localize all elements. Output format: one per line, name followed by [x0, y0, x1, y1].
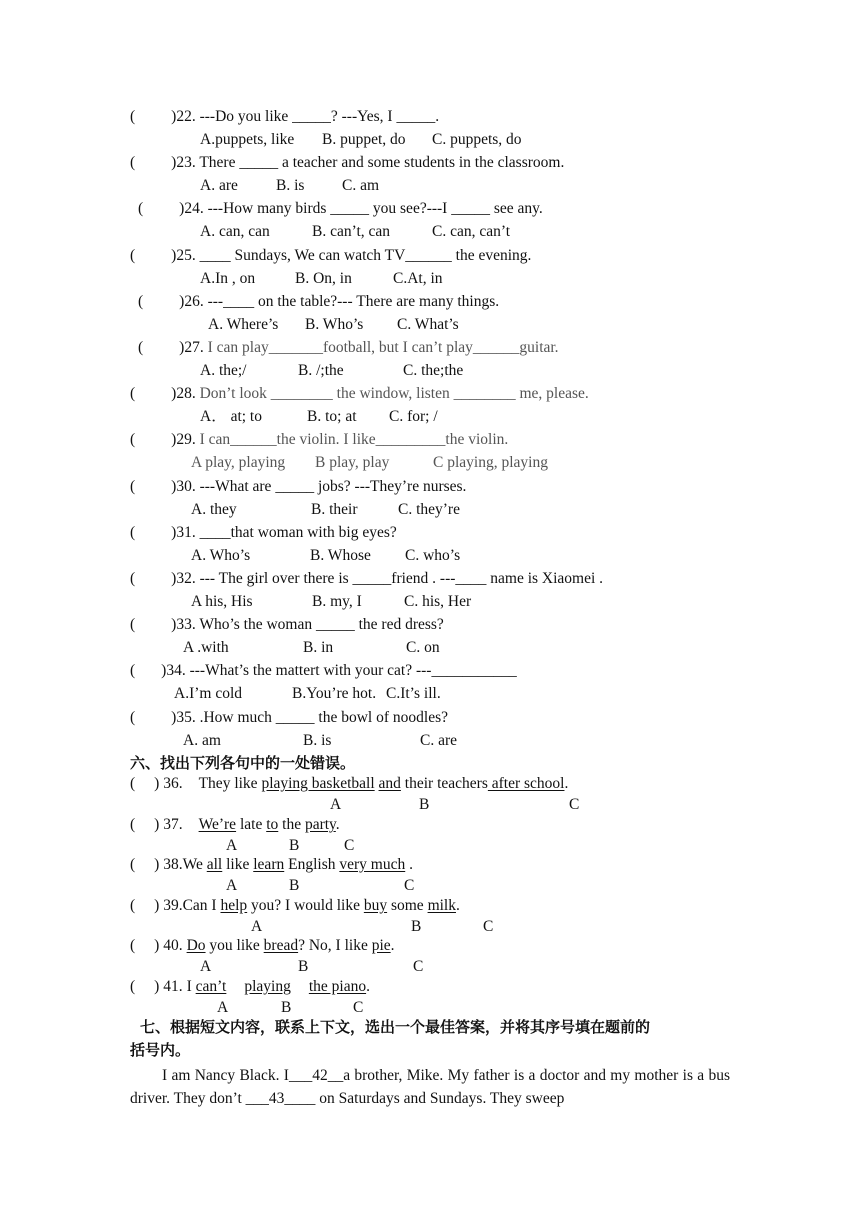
- question-36: ( ) 36. They like playing basketball and their teachers after school.: [130, 775, 569, 792]
- reading-passage: I am Nancy Black. I___42__a brother, Mike. My father is a doctor and my mother is a bus driver. They don’t ___43____ on Saturdays and Sundays. They sweep: [130, 1067, 730, 1107]
- option-a: A. can, can: [200, 223, 270, 240]
- question-number: )31.: [171, 524, 196, 541]
- question-40: ( ) 40. Do you like bread? No, I like pie.: [130, 937, 395, 954]
- option-b: B play, play: [315, 454, 390, 471]
- option-c: C. his, Her: [404, 593, 472, 610]
- question-stem: ---____ on the table?--- There are many things.: [203, 293, 500, 310]
- question-35: [130, 708, 448, 728]
- question-stem: ---What’s the mattert with your cat? ---___________: [185, 662, 517, 679]
- answer-bracket[interactable]: (: [138, 200, 144, 217]
- question-38: ( ) 38.We all like learn English very much .: [130, 856, 413, 873]
- question-stem: ---What are _____ jobs? ---They’re nurses.: [195, 478, 467, 495]
- question-37: ( ) 37. We’re late to the party.: [130, 816, 340, 833]
- option-c: C. What’s: [397, 316, 459, 333]
- answer-bracket[interactable]: (: [130, 978, 136, 995]
- option-b: B. is: [303, 732, 332, 749]
- option-c: C. am: [342, 177, 380, 194]
- answer-bracket[interactable]: (: [130, 775, 136, 792]
- question-stem: ____ Sundays, We can watch TV______ the evening.: [195, 247, 532, 264]
- question-stem: --- The girl over there is _____friend . ---____ name is Xiaomei .: [195, 570, 604, 587]
- question-28: [130, 384, 589, 404]
- option-c: C. for; /: [389, 408, 438, 425]
- question-number: )35.: [171, 709, 196, 726]
- question-26: [138, 292, 499, 312]
- question-number: )30.: [171, 478, 196, 495]
- question-25: [130, 246, 531, 266]
- question-number: ) 36.: [154, 775, 183, 792]
- question-stem: ____that woman with big eyes?: [195, 524, 397, 541]
- option-c: C. the;the: [403, 362, 464, 379]
- option-b: B. can’t, can: [312, 223, 391, 240]
- question-stem: Who’s the woman _____ the red dress?: [195, 616, 444, 633]
- answer-bracket[interactable]: (: [130, 816, 136, 833]
- option-c: C. can, can’t: [432, 223, 511, 240]
- option-a: A play, playing: [191, 454, 286, 471]
- option-c: C playing, playing: [433, 454, 548, 471]
- answer-bracket[interactable]: (: [130, 570, 136, 587]
- answer-bracket[interactable]: (: [130, 247, 136, 264]
- question-23: [130, 153, 564, 173]
- question-number: ) 37.: [154, 816, 183, 833]
- option-c: C.It’s ill.: [386, 685, 441, 702]
- question-stem: There _____ a teacher and some students in the classroom.: [195, 154, 565, 171]
- option-a: A. they: [191, 501, 237, 518]
- question-29: [130, 430, 508, 450]
- question-39: ( ) 39.Can I help you? I would like buy some milk.: [130, 897, 460, 914]
- question-number: )32.: [171, 570, 196, 587]
- section6-title: 六、找出下列各句中的一处错误。: [130, 754, 356, 772]
- question-number: )34.: [161, 662, 186, 679]
- option-b: B. their: [311, 501, 358, 518]
- question-number: )29.: [171, 431, 196, 448]
- option-c: C. on: [406, 639, 440, 656]
- option-b: B. /;the: [298, 362, 344, 379]
- option-c: C. puppets, do: [432, 131, 522, 148]
- question-number: )26.: [179, 293, 204, 310]
- option-c: C. are: [420, 732, 458, 749]
- answer-bracket[interactable]: (: [130, 108, 136, 125]
- answer-bracket[interactable]: (: [130, 897, 136, 914]
- question-stem: Don’t look ________ the window, listen ________ me, please.: [195, 385, 589, 402]
- option-a: A. the;/: [200, 362, 247, 379]
- option-a: A. Where’s: [208, 316, 279, 333]
- option-c: C. who’s: [405, 547, 461, 564]
- option-b: B. in: [303, 639, 334, 656]
- question-24: [138, 199, 543, 219]
- option-a: A. are: [200, 177, 238, 194]
- question-stem: ---How many birds _____ you see?---I _____ see any.: [203, 200, 543, 217]
- option-c: C. they’re: [398, 501, 460, 518]
- question-33: [130, 615, 444, 635]
- question-34: [130, 661, 517, 681]
- answer-bracket[interactable]: (: [130, 662, 136, 679]
- option-a: A. Who’s: [191, 547, 251, 564]
- question-number: )33.: [171, 616, 196, 633]
- option-b: B. Who’s: [305, 316, 364, 333]
- option-c: C.At, in: [393, 270, 443, 287]
- option-b: B. my, I: [312, 593, 362, 610]
- question-31: [130, 523, 397, 543]
- answer-bracket[interactable]: (: [130, 524, 136, 541]
- question-number: )23.: [171, 154, 196, 171]
- option-b: B.You’re hot.: [292, 685, 377, 702]
- option-a: A .with: [183, 639, 229, 656]
- question-number: )27.: [179, 339, 204, 356]
- question-number: )28.: [171, 385, 196, 402]
- option-b: B. is: [276, 177, 305, 194]
- question-41: ( ) 41. I can’t playing the piano.: [130, 978, 370, 995]
- answer-bracket[interactable]: (: [138, 339, 144, 356]
- option-b: B. On, in: [295, 270, 352, 287]
- answer-bracket[interactable]: (: [130, 709, 136, 726]
- question-stem: I can______the violin. I like_________the violin.: [195, 431, 509, 448]
- question-stem: .How much _____ the bowl of noodles?: [195, 709, 448, 726]
- question-number: )22.: [171, 108, 196, 125]
- option-a: A his, His: [191, 593, 253, 610]
- answer-bracket[interactable]: (: [130, 154, 136, 171]
- answer-bracket[interactable]: (: [130, 856, 136, 873]
- option-b: B. puppet, do: [322, 131, 406, 148]
- question-number: )24.: [179, 200, 204, 217]
- question-number: )25.: [171, 247, 196, 264]
- option-b: B. to; at: [307, 408, 357, 425]
- question-22: [130, 107, 439, 127]
- option-a: A.In , on: [200, 270, 256, 287]
- question-number: ) 40.: [154, 937, 183, 954]
- option-a: A.puppets, like: [200, 131, 295, 148]
- section7-title-line1: 七、根据短文内容，联系上下文，选出一个最佳答案，并将其序号填在题前的: [140, 1018, 651, 1036]
- question-30: [130, 477, 466, 497]
- question-32: [130, 569, 603, 589]
- question-number: ) 39.: [154, 897, 183, 914]
- answer-bracket[interactable]: (: [138, 293, 144, 310]
- answer-bracket[interactable]: (: [130, 937, 136, 954]
- option-a: A． at; to: [200, 408, 262, 425]
- question-number: ) 38.: [154, 856, 183, 873]
- answer-bracket[interactable]: (: [130, 431, 136, 448]
- question-stem: ---Do you like _____? ---Yes, I _____.: [195, 108, 440, 125]
- question-27: [138, 338, 559, 358]
- answer-bracket[interactable]: (: [130, 616, 136, 633]
- question-number: ) 41.: [154, 978, 183, 995]
- question-stem: I can play_______football, but I can’t play______guitar.: [203, 339, 559, 356]
- option-a: A.I’m cold: [174, 685, 243, 702]
- option-a: A. am: [183, 732, 221, 749]
- answer-bracket[interactable]: (: [130, 385, 136, 402]
- answer-bracket[interactable]: (: [130, 478, 136, 495]
- section7-title-line2: 括号内。: [130, 1041, 191, 1059]
- option-b: B. Whose: [310, 547, 371, 564]
